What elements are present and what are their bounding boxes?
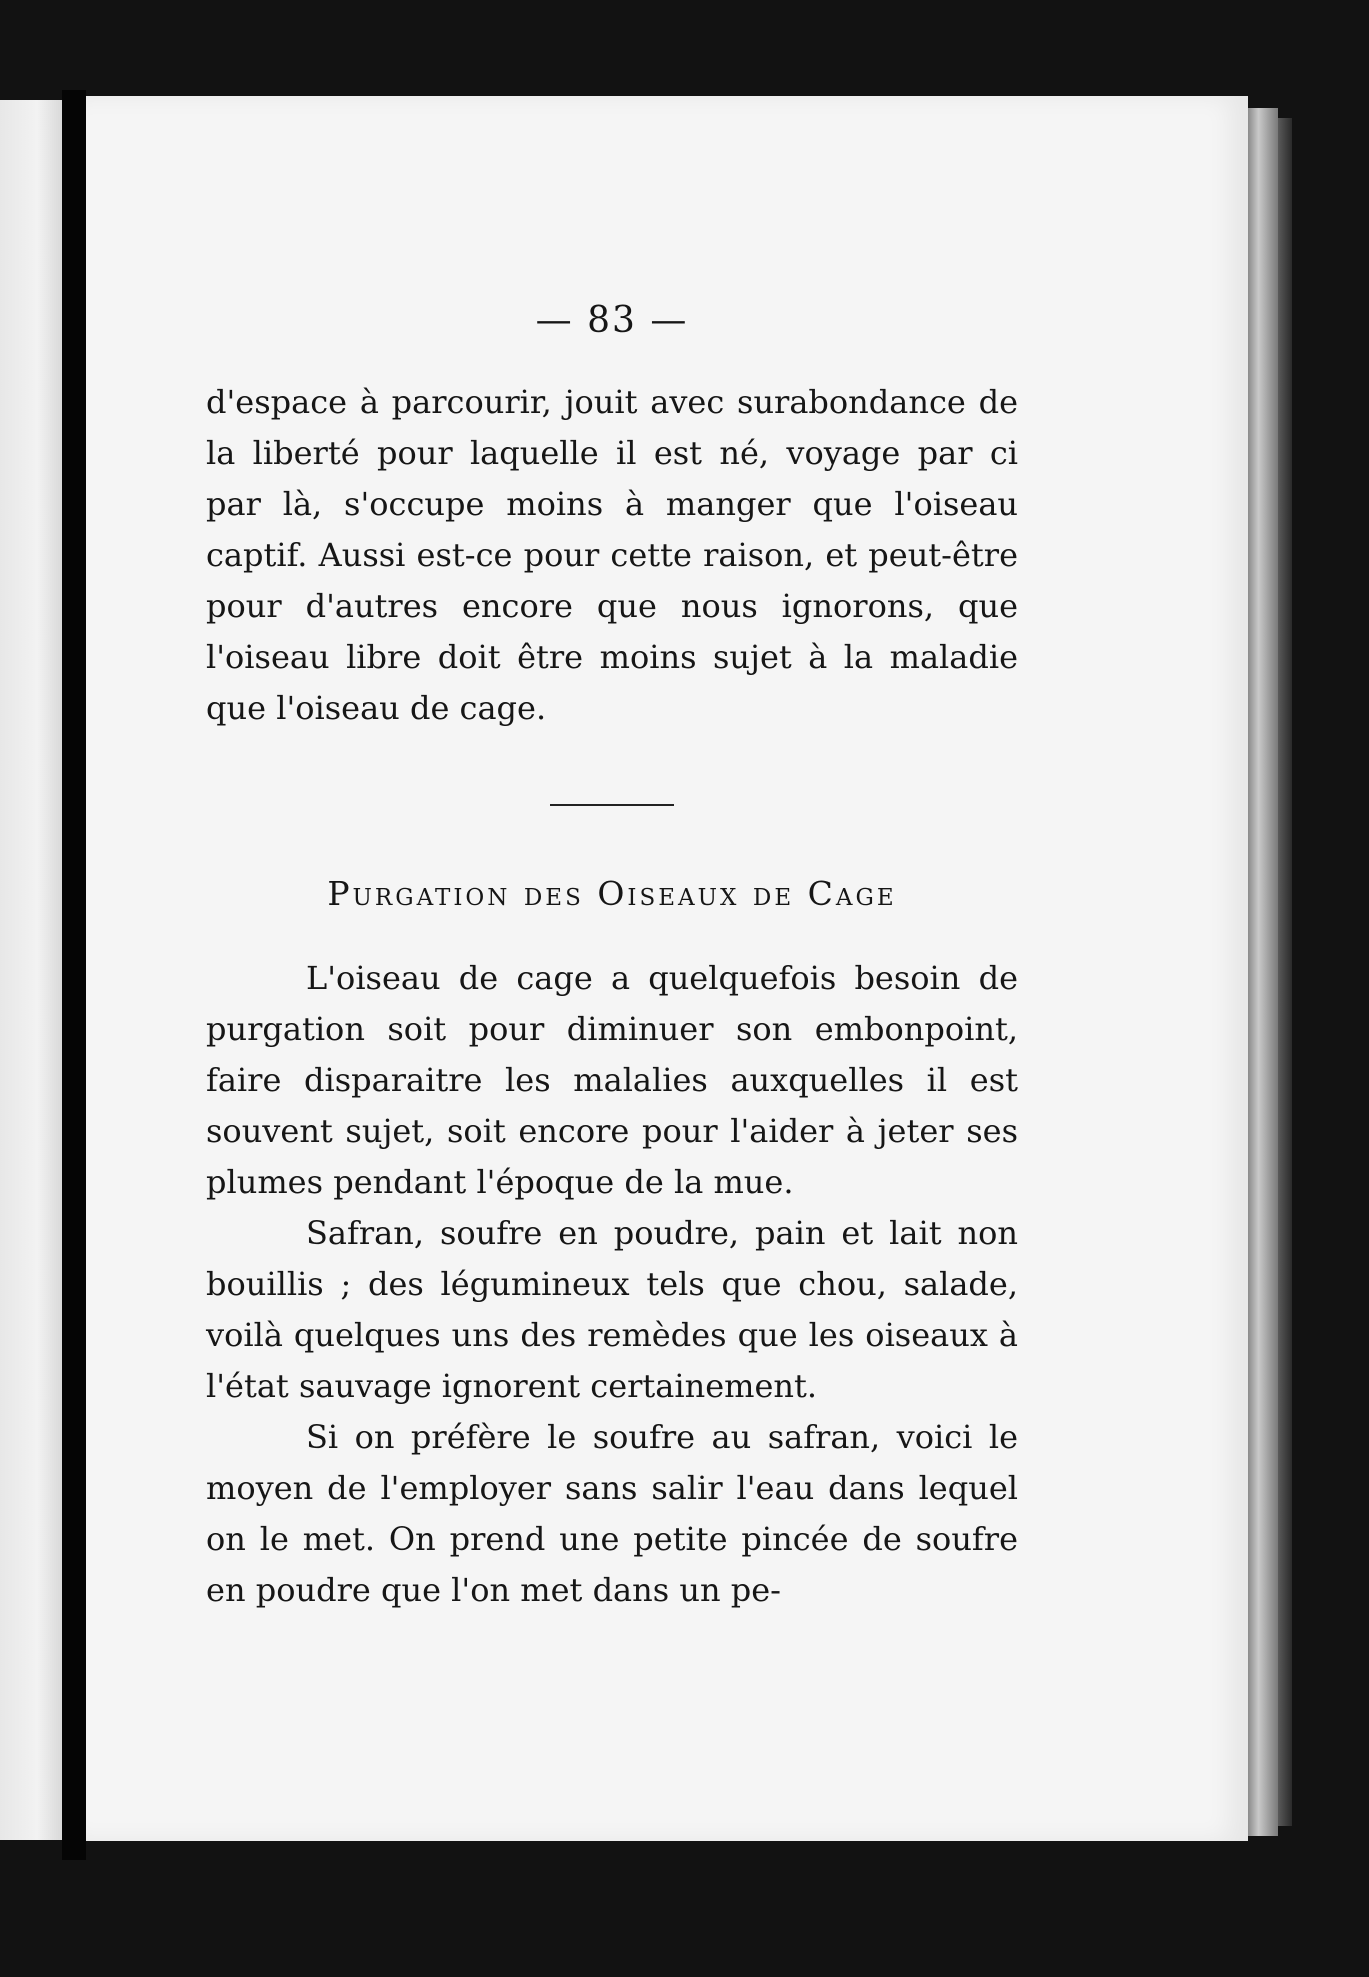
page-text <box>206 300 1018 1616</box>
paragraph-1: L'oiseau de cage a quelquefois besoin de purgation soit pour diminuer son embonpoint, faire disparaitre les malalies auxquelles il est souvent sujet, soit encore pour l'aider à jeter ses plumes pendant l'époque de la mue. <box>206 959 1018 1201</box>
paragraph-3: Si on préfère le soufre au safran, voici le moyen de l'employer sans salir l'eau dans lequel on le met. On prend une petite pincée de soufre en poudre que l'on met dans un pe- <box>206 1418 1018 1609</box>
book-cover-edge <box>1278 118 1292 1826</box>
section-divider <box>550 804 674 806</box>
page-stack-edge <box>1248 108 1278 1836</box>
intro-paragraph: d'espace à parcourir, jouit avec surabondance de la liberté pour laquelle il est né, voyage par ci par là, s'occupe moins à manger que l'oiseau captif. Aussi est-ce pour cette raison, et peut-être pour d'autres encore que nous ignorons, que l'oiseau libre doit être moins sujet à la maladie que l'oiseau de cage. <box>206 383 1018 727</box>
paragraph-2: Safran, soufre en poudre, pain et lait non bouillis ; des légumineux tels que chou, salade, voilà quelques uns des remèdes que les oiseaux à l'état sauvage ignorent certainement. <box>206 1214 1018 1405</box>
book-gutter <box>62 90 86 1860</box>
section-title: Purgation des Oiseaux de Cage <box>327 874 897 913</box>
page-number: — 83 — <box>535 300 689 341</box>
previous-page-edge <box>0 100 62 1840</box>
